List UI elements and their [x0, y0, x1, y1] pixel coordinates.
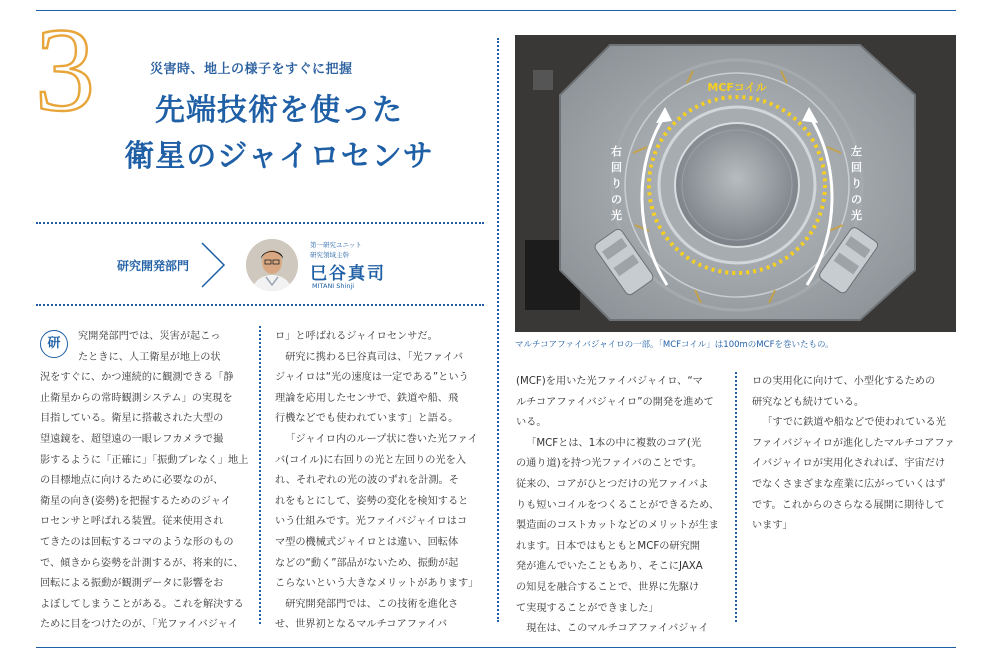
article-line: 理論を応用したセンサで、鉄道や船、飛 — [275, 392, 459, 404]
article-line: よぼしてしまうことがある。これを解決する — [40, 598, 244, 610]
article-line: バ(コイル)に右回りの光と左回りの光を入 — [275, 454, 467, 466]
article-line: の知見を融合することで、世界に先駆け — [516, 581, 700, 593]
chevron-right-icon — [198, 240, 228, 290]
header-divider — [36, 222, 484, 224]
author-name-romaji: MITANI Shinji — [312, 282, 355, 290]
author-position: 研究領域主幹 — [310, 251, 349, 259]
article-line: りも短いコイルをつくることができるため、 — [516, 499, 720, 511]
article-line: 影するように「正確に」「振動ブレなく」地上 — [40, 454, 249, 466]
article-line: 「ジャイロ内のループ状に巻いた光ファイ — [285, 433, 478, 445]
article-line: 況をすぐに、かつ連続的に観測できる「静 — [40, 372, 234, 384]
column-divider-right — [735, 372, 737, 622]
article-line: 「すでに鉄道や船などで使われている光 — [762, 417, 946, 429]
article-line: 止衛星からの常時観測システム」の実現を — [40, 392, 233, 404]
article-line: いう仕組みです。光ファイバジャイロはコ — [275, 516, 468, 528]
department-label: 研究開発部門 — [117, 259, 190, 273]
center-divider — [497, 38, 499, 622]
article-line: せ、世界初となるマルチコアファイバ — [275, 619, 448, 631]
top-rule — [36, 10, 956, 11]
article-line: います」 — [752, 520, 793, 532]
article-line: たときに、人工衛星が地上の状 — [78, 351, 221, 363]
article-line: 衛星の向き(姿勢)を把握するためのジャイ — [40, 495, 232, 507]
article-line: ロ」と呼ばれるジャイロセンサだ。 — [275, 331, 438, 342]
article-line: 目指している。衛星に搭載された大型の — [40, 413, 224, 425]
article-title — [74, 88, 484, 180]
article-line: て実現することができました」 — [516, 602, 659, 614]
article-line: (MCF)を用いた光ファイバジャイロ、“マ — [516, 376, 703, 387]
article-column-4 — [752, 372, 955, 537]
article-line: ルチコアファイバジャイロ”の開発を進めて — [516, 396, 714, 408]
article-line: 回転による振動が観測データに影響をお — [40, 578, 224, 590]
article-line: です。これからのさらなる展開に期待して — [752, 499, 945, 511]
drop-cap: 研 — [40, 330, 68, 358]
article-line: 製造面のコストカットなどのメリットが生ま — [516, 520, 719, 532]
svg-text:3: 3 — [35, 14, 95, 124]
person-portrait-icon — [246, 239, 298, 291]
article-line: 「MCFとは、1本の中に複数のコア(光 — [526, 437, 702, 449]
article-line: マ型の機械式ジャイロとは違い、回転体 — [275, 536, 459, 548]
article-line: 研究なども続けている。 — [752, 396, 865, 408]
title-line-1: 先端技術を使った — [155, 93, 403, 128]
article-line: 発が進んでいたこともあり、そこにJAXA — [516, 561, 703, 573]
right-light-label: 右回りの光 — [611, 145, 622, 222]
article-line: ロセンサと呼ばれる装置。従来使用され — [40, 516, 224, 528]
article-line: の目標地点に向けるために必要なのが、 — [40, 475, 224, 487]
article-line: の通り道)を持つ光ファイバのことです。 — [516, 458, 703, 470]
article-line: 究開発部門では、災害が起こっ — [78, 331, 221, 342]
article-column-2 — [275, 327, 478, 636]
left-light-label: 左回りの光 — [851, 145, 862, 222]
author-avatar — [246, 239, 298, 291]
author-divider — [36, 304, 484, 306]
author-name: 巳谷真司 — [310, 264, 386, 284]
bottom-rule — [36, 647, 956, 648]
coil-label: MCFコイル — [707, 81, 767, 94]
photo-caption: マルチコアファイバジャイロの一部。「MCFコイル」は100mのMCFを巻いたもの。 — [515, 340, 834, 350]
article-column-3 — [516, 372, 719, 640]
article-line: ロの実用化に向けて、小型化するための — [752, 376, 936, 387]
author-unit: 第一研究ユニット — [310, 241, 362, 249]
article-line: 研究開発部門では、この技術を進化さ — [285, 598, 459, 610]
article-subtitle: 災害時、地上の様子をすぐに把握 — [150, 62, 353, 77]
article-line: てきたのは回転するコマのような形のもの — [40, 536, 234, 548]
column-divider-left — [259, 326, 261, 624]
article-line: 研究に携わる巳谷真司は、「光ファイバ — [285, 351, 464, 363]
article-line: れ、それぞれの光の波のずれを計測。そ — [275, 475, 459, 487]
article-line: ジャイロは“光の速度は一定である”という — [275, 372, 469, 384]
article-line: こらないという大きなメリットがあります」 — [275, 578, 479, 590]
article-line: などの“動く”部品がないため、振動が起 — [275, 557, 459, 569]
article-line: 行機などでも使われています」と語る。 — [275, 413, 459, 425]
article-column-1 — [40, 327, 248, 636]
article-line: れをもとにして、姿勢の変化を検知すると — [275, 495, 469, 507]
article-line: で、傾きから姿勢を計測するが、将来的に、 — [40, 557, 244, 569]
mcf-gyro-photo — [515, 35, 956, 332]
article-line: いる。 — [516, 417, 547, 429]
article-line: ために目をつけたのが、「光ファイバジャイ — [40, 619, 239, 631]
article-line: 従来の、コアがひとつだけの光ファイバよ — [516, 478, 709, 490]
title-line-2: 衛星のジャイロセンサ — [124, 139, 434, 174]
article-line: 望遠鏡を、超望遠の一眼レフカメラで撮 — [40, 433, 224, 445]
article-line: れます。日本ではもともとMCFの研究開 — [516, 540, 700, 552]
article-line: イバジャイロが実用化されれば、宇宙だけ — [752, 458, 946, 470]
article-line: 現在は、このマルチコアファイバジャイ — [526, 623, 709, 635]
article-line: ファイバジャイロが進化したマルチコアファ — [752, 437, 955, 449]
article-line: でなくさまざまな産業に広がっていくはず — [752, 478, 946, 490]
